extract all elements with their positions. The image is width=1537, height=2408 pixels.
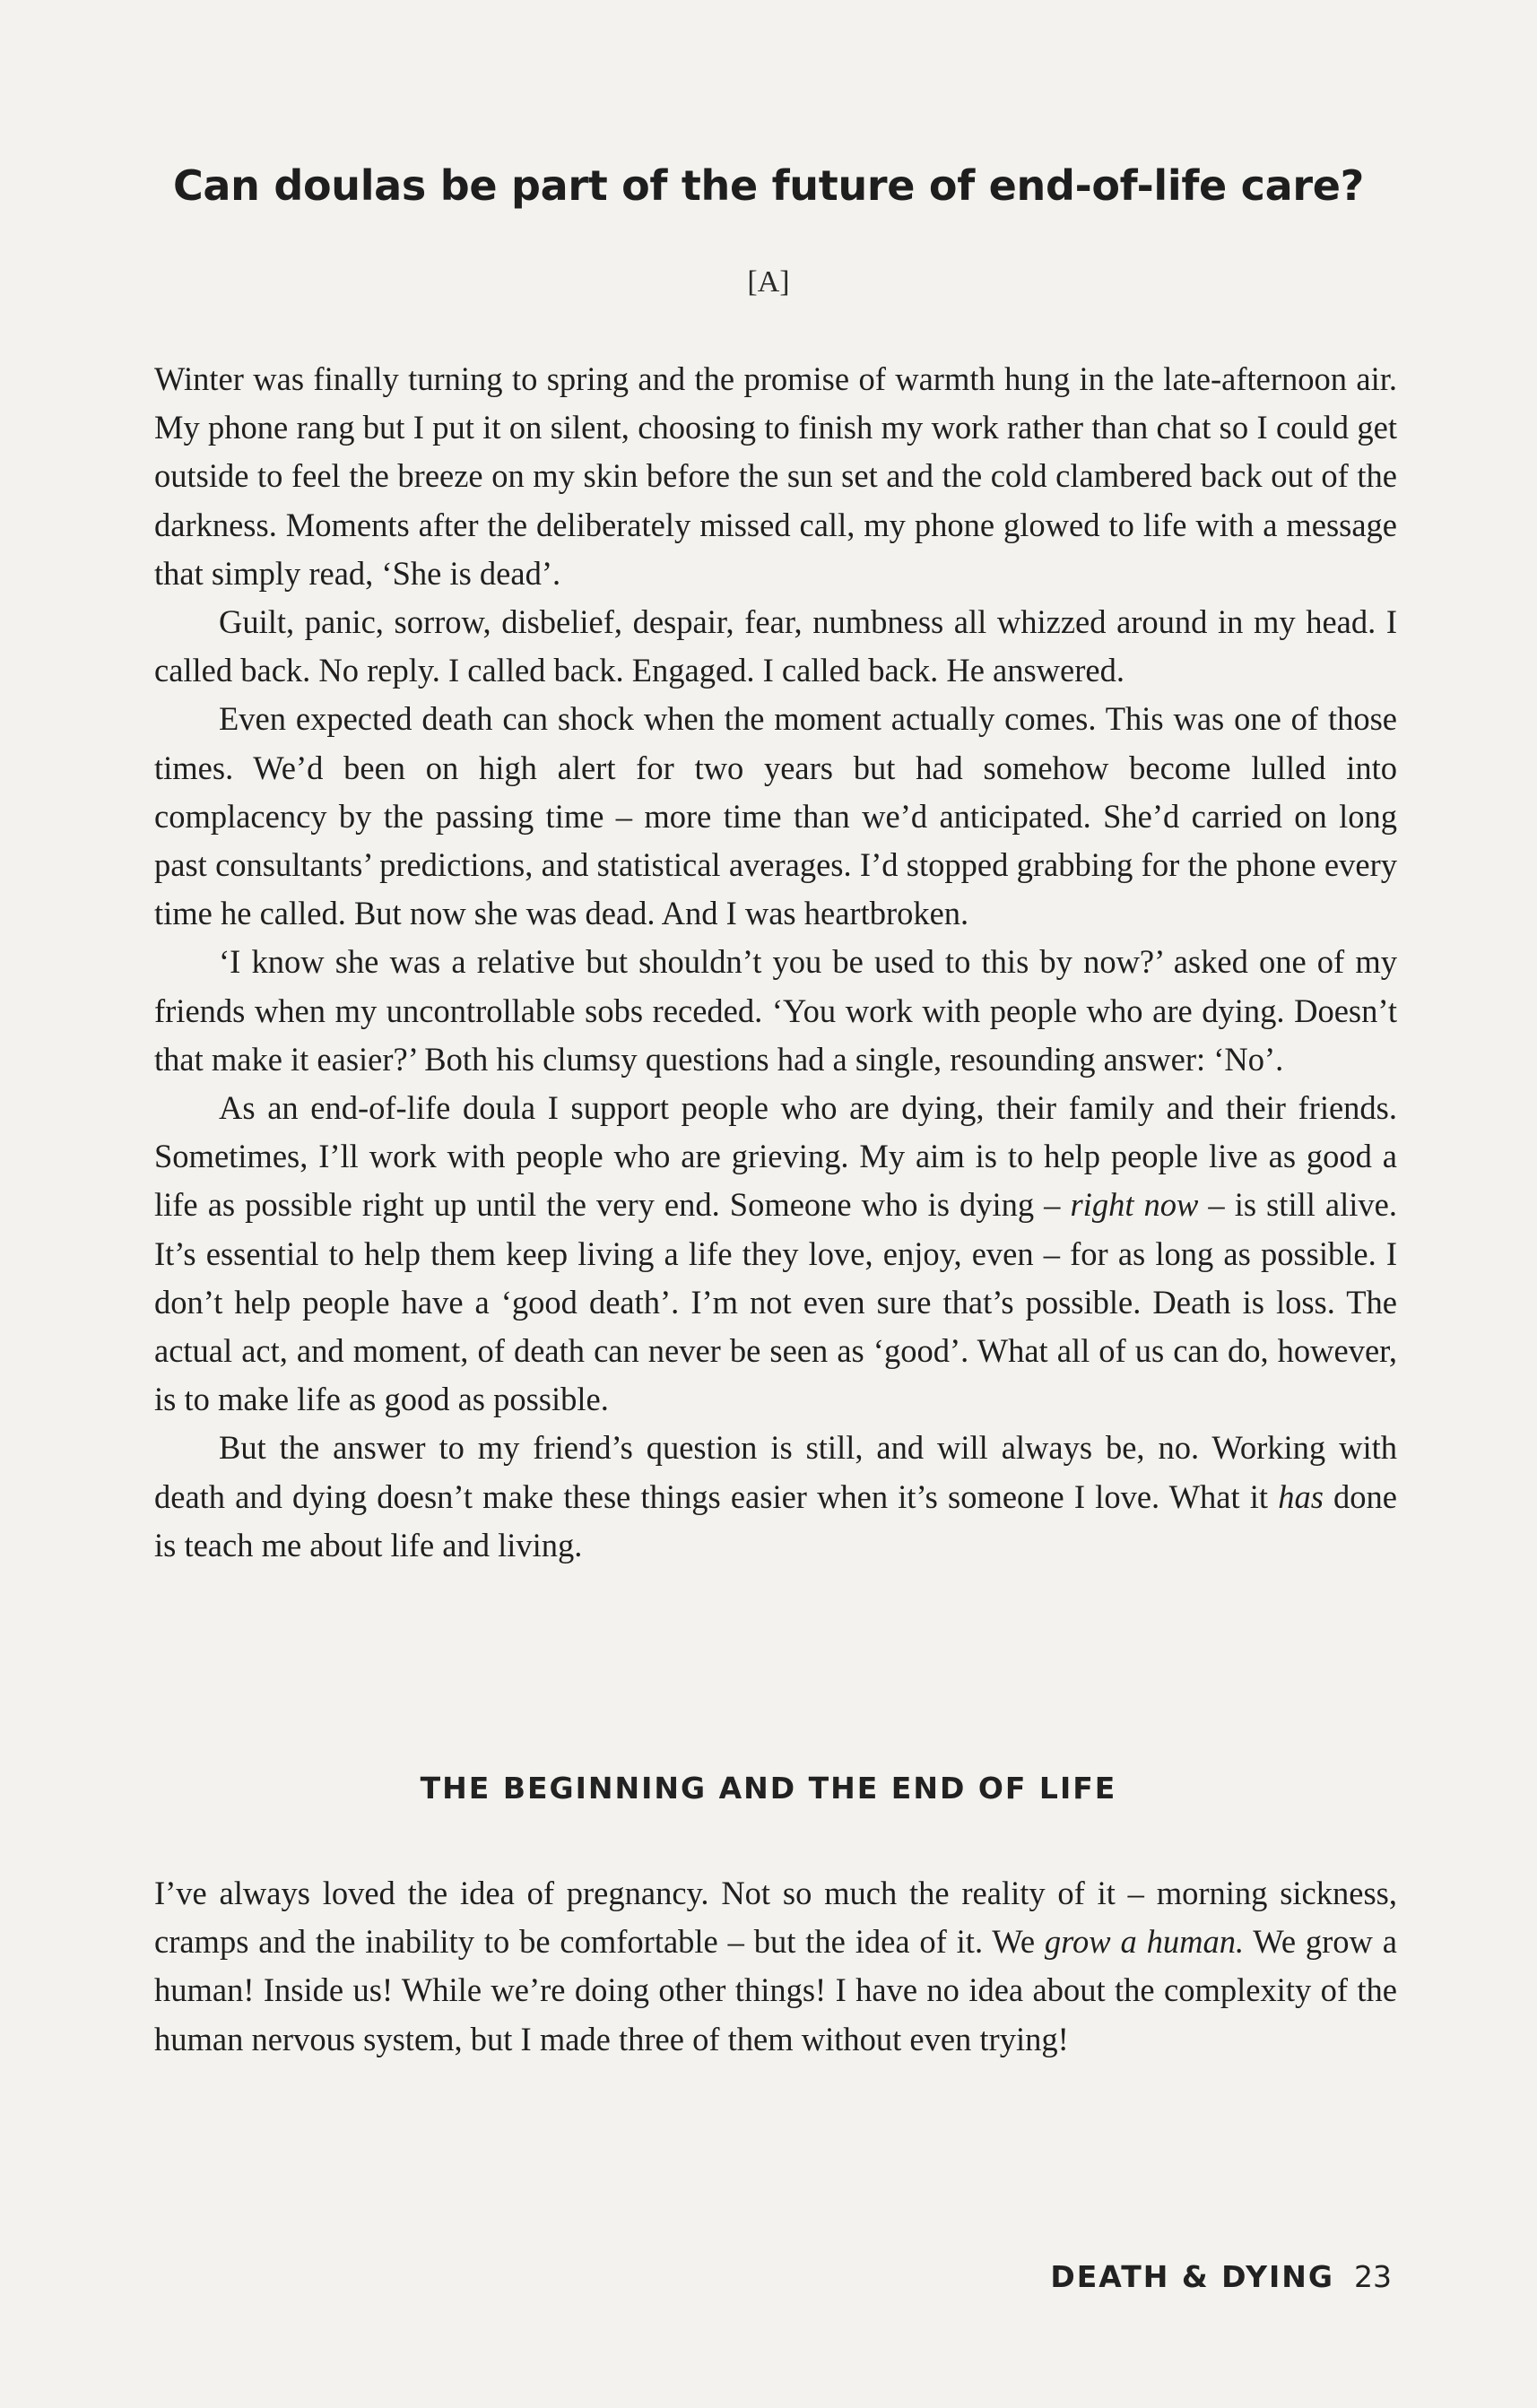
text-run: We grow a human! Inside us! While we’re doing other things! I have no idea about the complexity of the human nervous system, but I made three of them without even trying! <box>154 1923 1397 2057</box>
text-run: done is teach me about life and living. <box>154 1477 1398 1563</box>
chapter-title: Can doulas be part of the future of end-of-life care? <box>172 161 1365 210</box>
paragraph <box>154 1869 1397 2064</box>
body-section-two <box>154 1869 1397 2064</box>
paragraph: ‘I know she was a relative but shouldn’t you be used to this by now?’ asked one of my friends when my uncontrollable sobs receded. ‘You work with people who are dying. Doesn’t that make it easier?’ Both his clumsy questions had a single, resounding answer: ‘No’. <box>154 943 1397 1078</box>
text-run: What it <box>1168 1477 1279 1515</box>
page-number: 23 <box>1354 2259 1392 2294</box>
italic-text: grow a human. <box>1044 1923 1245 1961</box>
body-section-one <box>154 355 1397 1570</box>
paragraph: Winter was finally turning to spring and the promise of warmth hung in the late-afternoon air. My phone rang but I put it on silent, choosing to finish my work rather than chat so I could get outside to feel the breeze on my skin before the sun set and the cold clambered back out of the darkness. Moments after the deliberately missed call, my phone glowed to life with a message that simply read, ‘She is dead’. <box>154 360 1397 592</box>
text-run: I’ve always loved the idea of pregnancy. Not so much the reality of it – morning sickness, cramps and the inability to be comfortable – but the idea of it. We <box>154 1875 1397 1961</box>
text-run: But the answer to my friend’s question is still, and will always be, no. Working with death and dying doesn’t make these things easier when it’s someone I love. <box>154 1429 1397 1515</box>
section-heading: THE BEGINNING AND THE END OF LIFE <box>420 1771 1117 1806</box>
text-run: As an end-of-life doula I support people who are dying, their family and their friends. Sometimes, I’ll work with people who are grieving. My aim is to help people live as good a life as possible right up until the very end. Someone who is dying – <box>154 1089 1397 1224</box>
paragraph: Guilt, panic, sorrow, disbelief, despair, fear, numbness all whizzed around in my head. I called back. No reply. I called back. Engaged. I called back. He answered. <box>154 603 1397 689</box>
paragraph: Even expected death can shock when the moment actually comes. This was one of those times. We’d been on high alert for two years but had somehow become lulled into complacency by the passing time – more time than we’d anticipated. She’d carried on long past consultants’ predictions, and statistical averages. I’d stopped grabbing for the phone every time he called. But now she was dead. And I was heartbroken. <box>154 700 1397 932</box>
author-marker: [A] <box>747 265 790 299</box>
paragraph <box>154 1424 1397 1570</box>
page-footer <box>1050 2259 1392 2294</box>
paragraph <box>154 1084 1397 1424</box>
italic-text: right now <box>1070 1186 1199 1224</box>
italic-text: has <box>1278 1477 1324 1515</box>
running-head: DEATH & DYING <box>1050 2259 1334 2294</box>
text-run: – is still alive. It’s essential to help them keep living a life they love, enjoy, even – for as long as possible. I don’t help people have a ‘good death’. I’m not even sure that’s possible. Death is loss. The actual act, and moment, of death can never be seen as ‘good’. What all of us can do, however, is to make life as good as possible. <box>154 1186 1397 1418</box>
